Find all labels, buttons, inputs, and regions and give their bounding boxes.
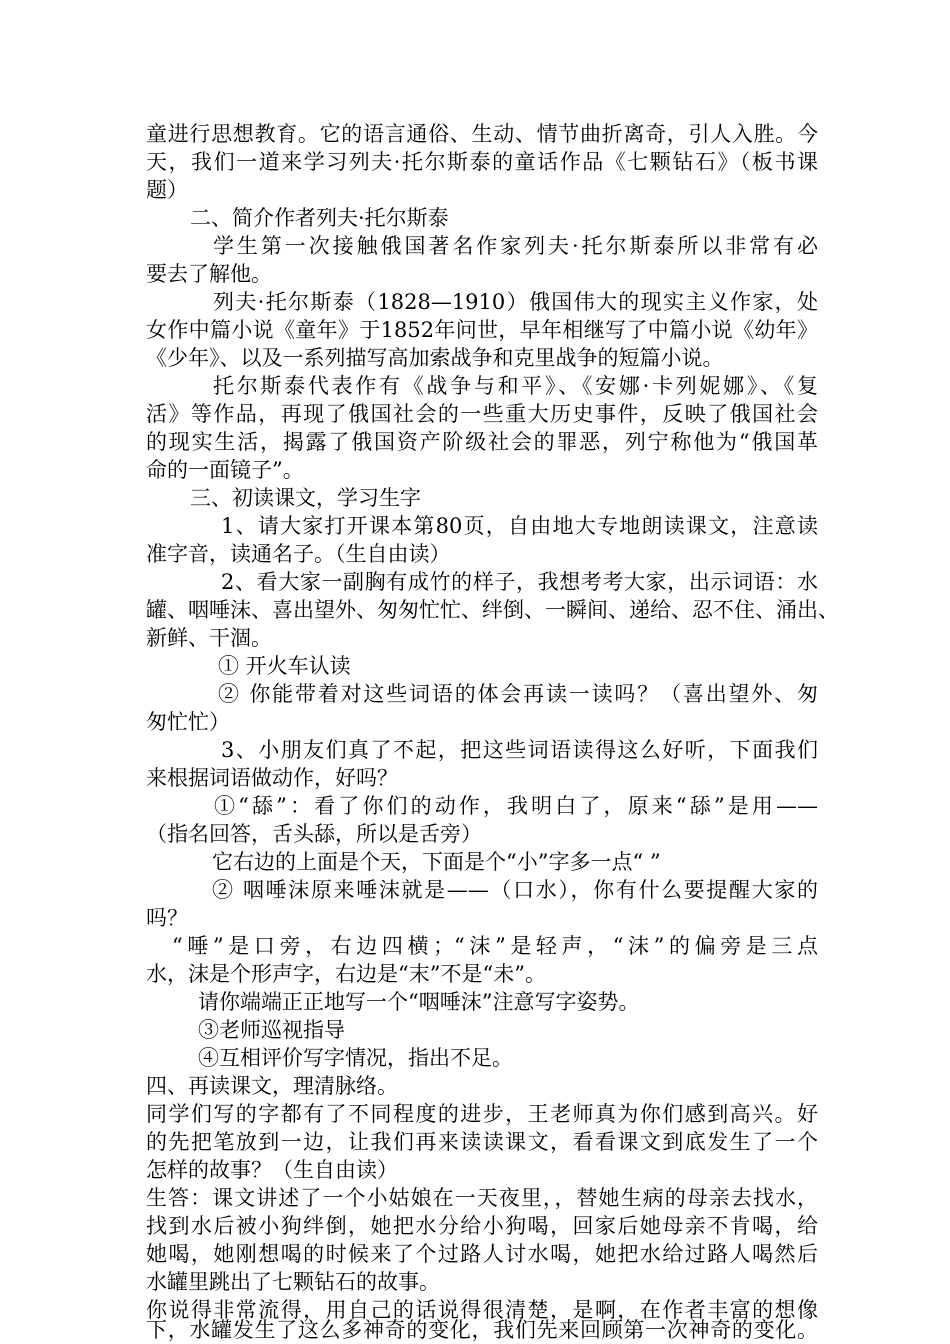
list-item: ② 你能带着对这些词语的体会再读一读吗？（喜出望外、匆 xyxy=(218,682,818,706)
list-item: ①“舔”：看了你们的动作，我明白了，原来“舔”是用—— xyxy=(214,794,818,818)
section-heading: 四、再读课文，理清脉络。 xyxy=(146,1074,398,1098)
text-line: 学生第一次接触俄国著名作家列夫·托尔斯泰所以非常有必 xyxy=(213,234,818,258)
text-line: 2、看大家一副胸有成竹的样子，我想考考大家，出示词语：水 xyxy=(221,570,818,594)
text-line: 活》等作品，再现了俄国社会的一些重大历史事件，反映了俄国社会 xyxy=(146,402,818,426)
list-item: ③老师巡视指导 xyxy=(198,1018,345,1042)
text-line: 水，沫是个形声字，右边是“末”不是“未”。 xyxy=(146,962,546,986)
text-line: 来根据词语做动作，好吗？ xyxy=(146,766,398,790)
text-line: 它右边的上面是个天，下面是个“小”字多一点“ ” xyxy=(212,850,661,874)
text-line: 的现实生活，揭露了俄国资产阶级社会的罪恶，列宁称他为“俄国革 xyxy=(146,430,818,454)
text-line: 1、请大家打开课本第80页，自由地大专地朗读课文，注意读 xyxy=(221,514,818,538)
text-line: 3、小朋友们真了不起，把这些词语读得这么好听，下面我们 xyxy=(221,738,818,762)
text-line: 她喝，她刚想喝的时候来了个过路人讨水喝，她把水给过路人喝然后 xyxy=(146,1242,818,1266)
text-line: 命的一面镜子”。 xyxy=(146,458,304,482)
text-line: 同学们写的字都有了不同程度的进步，王老师真为你们感到高兴。好 xyxy=(146,1102,818,1126)
text-line: 要去了解他。 xyxy=(146,262,272,286)
text-line: 请你端端正正地写一个“咽唾沫”注意写字姿势。 xyxy=(198,990,640,1014)
text-line: 怎样的故事？（生自由读） xyxy=(146,1158,398,1182)
list-item: ① 开火车认读 xyxy=(218,654,351,678)
text-line: 吗？ xyxy=(146,906,188,930)
text-line: 匆忙忙） xyxy=(146,710,230,734)
text-line: “唾”是口旁，右边四横；“沫”是轻声，“沫”的偏旁是三点 xyxy=(172,934,818,958)
section-heading: 三、初读课文，学习生字 xyxy=(190,486,421,510)
text-line: 水罐里跳出了七颗钻石的故事。 xyxy=(146,1270,440,1294)
text-line: 准字音，读通名子。（生自由读） xyxy=(146,542,451,566)
text-line: 天，我们一道来学习列夫·托尔斯泰的童话作品《七颗钻石》（板书课 xyxy=(146,150,818,174)
list-item: ② 咽唾沫原来唾沫就是——（口水），你有什么要提醒大家的 xyxy=(212,878,818,902)
text-line: 找到水后被小狗绊倒，她把水分给小狗喝，回家后她母亲不肯喝，给 xyxy=(146,1214,818,1238)
text-line: 下，水罐发生了这么多神奇的变化，我们先来回顾第一次神奇的变化。 xyxy=(146,1318,818,1342)
section-heading: 二、简介作者列夫·托尔斯泰 xyxy=(190,206,449,230)
text-line: 童进行思想教育。它的语言通俗、生动、情节曲折离奇，引人入胜。今 xyxy=(146,122,818,146)
list-item: ④互相评价写字情况，指出不足。 xyxy=(198,1046,513,1070)
text-line: 托尔斯泰代表作有《战争与和平》、《安娜·卡列妮娜》、《复 xyxy=(213,374,818,398)
text-line: 的先把笔放到一边，让我们再来读读课文，看看课文到底发生了一个 xyxy=(146,1130,818,1154)
text-line: 列夫·托尔斯泰（1828—1910）俄国伟大的现实主义作家，处 xyxy=(213,290,818,314)
text-line: 你说得非常流得，用自己的话说得很清楚，是啊，在作者丰富的想像 xyxy=(146,1298,818,1322)
text-line: 题） xyxy=(146,178,188,202)
text-line: 生答：课文讲述了一个小姑娘在一天夜里，，替她生病的母亲去找水， xyxy=(146,1186,818,1210)
text-line: 罐、咽唾沫、喜出望外、匆匆忙忙、绊倒、一瞬间、递给、忍不住、涌出、 xyxy=(146,598,839,622)
text-line: 《少年》、以及一系列描写高加索战争和克里战争的短篇小说。 xyxy=(146,346,724,370)
text-line: 新鲜、干涸。 xyxy=(146,626,272,650)
text-line: （指名回答，舌头舔，所以是舌旁） xyxy=(146,822,482,846)
text-line: 女作中篇小说《童年》于1852年问世，早年相继写了中篇小说《幼年》 xyxy=(146,318,818,342)
